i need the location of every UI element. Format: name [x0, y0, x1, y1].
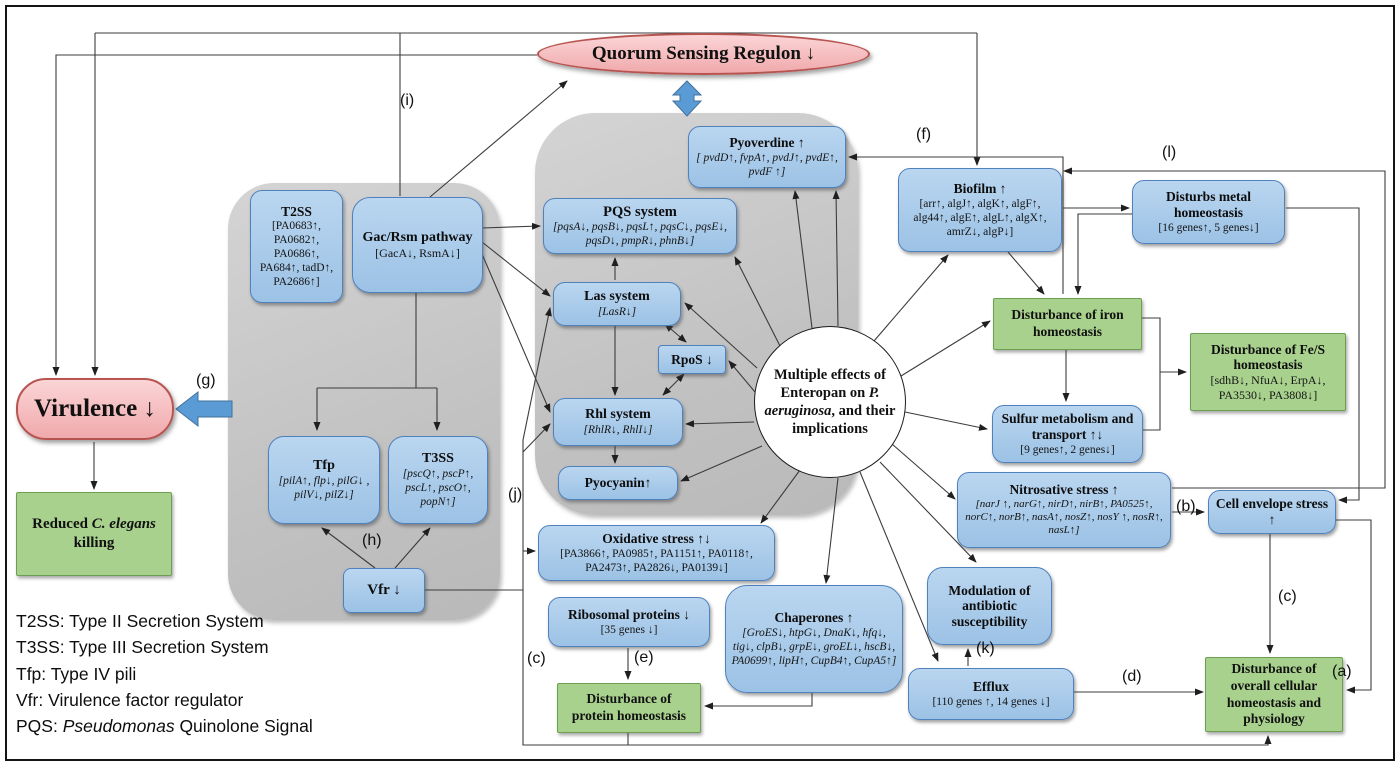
killing-post: killing [73, 535, 115, 551]
oxidative-genes: [PA3866↑, PA0985↑, PA1151↑, PA0118↑, PA2473↑, PA2826↓, PA0139↓] [560, 547, 753, 574]
chaperones-box [725, 585, 903, 693]
gacrsm-genes: [GacA↓, RsmA↓] [375, 245, 460, 260]
abbreviation-legend [16, 608, 313, 739]
overall-homeostasis-box [1205, 657, 1343, 732]
pqs-box [543, 198, 737, 254]
efflux-box [908, 668, 1074, 720]
pyoverdine-box [688, 126, 846, 188]
legend-line-pqs [16, 713, 313, 739]
ribosomal-title: Ribosomal proteins ↓ [567, 607, 690, 623]
legend-pqs-italic: Pseudomonas [62, 716, 175, 736]
ribosomal-genes: [35 genes ↓] [600, 623, 658, 636]
oxidative-title: Oxidative stress ↑↓ [602, 531, 711, 547]
efflux-genes: [110 genes ↑, 14 genes ↓] [932, 695, 1050, 708]
t2ss-box [250, 190, 343, 303]
label-d: (d) [1122, 668, 1142, 685]
arrow-gacrsm-to-pqs [482, 226, 540, 228]
fes-genes: [sdhB↓, NfuA↓, ErpA↓, PA3530↓, PA3808↓] [1210, 372, 1326, 402]
nitrosative-genes: [narJ ↑, narG↑, nirD↑, nirB↑, PA0525↑, norC↑, norB↑, nasA↑, nosZ↑, nosY ↑, nosR↑, nasL↑] [965, 497, 1163, 537]
arrow-biofilm-to-iron [1008, 252, 1044, 294]
biofilm-genes: [arr↑, algJ↑, algK↑, algF↑, alg44↑, algE↑, algL↑, algX↑, amrZ↓, algP↓] [913, 197, 1047, 238]
quorum-sensing-oval [537, 33, 870, 75]
protein-homeostasis-title: Disturbance of protein homeostasis [571, 691, 687, 723]
biofilm-box [898, 168, 1062, 252]
rhl-genes: [RhlR↓, RhlI↓] [583, 424, 653, 437]
rhl-box [553, 398, 683, 446]
killing-pre: Reduced [32, 516, 92, 533]
sulfur-genes: [9 genes↑, 2 genes↓] [1020, 443, 1115, 456]
arrow-metal-to-iron [1078, 214, 1133, 294]
quorum-sensing-label: Quorum Sensing Regulon ↓ [591, 43, 816, 64]
arrow-gacrsm-to-qs [430, 81, 567, 197]
legend-pqs-post: Quinolone Signal [174, 716, 313, 736]
label-c-right: (c) [1278, 588, 1297, 605]
center-text-italic: P. aeruginosa [764, 384, 880, 419]
biofilm-title: Biofilm ↑ [953, 181, 1007, 197]
iron-title: Disturbance of iron homeostasis [1011, 307, 1124, 339]
pqs-title: PQS system [603, 203, 677, 220]
t2ss-genes: [PA0683↑, PA0682↑, PA0686↑, PA684↑, tadD↑, PA2686↑] [259, 220, 334, 289]
arrow-vfr-to-t3ss [395, 528, 430, 568]
arrow-chaperones-to-protein [705, 693, 812, 706]
las-genes: [LasR↓] [597, 306, 637, 319]
tfp-box [268, 436, 380, 524]
t3ss-genes: [pscQ↑, pscP↑, pscL↑, pscO↑, popN↑] [402, 468, 474, 509]
tfp-title: Tfp [313, 457, 335, 473]
center-text-post: , and their implications [792, 403, 896, 438]
nitrosative-box [957, 472, 1171, 548]
ribosomal-box [548, 597, 710, 647]
cell-envelope-title: Cell envelope stress ↑ [1215, 496, 1329, 527]
label-c-left: (c) [527, 650, 546, 667]
pyocyanin-box [558, 466, 678, 500]
chaperones-genes: [GroES↓, htpG↓, DnaK↓, hfq↓, tig↓, clpB↓, grpE↓, groEL↓, hscB↓, PA0699↑, lipH↑, CupB4↑, CupA5↑] [731, 626, 897, 667]
sulfur-title: Sulfur metabolism and transport ↑↓ [1001, 411, 1134, 442]
iron-box [993, 298, 1142, 350]
arrow-vfr-to-rhl [523, 424, 550, 452]
arrow-to-fes [1142, 318, 1186, 372]
label-e: (e) [634, 649, 654, 666]
cell-envelope-box [1208, 490, 1336, 534]
pyoverdine-genes: [ pvdD↑, fvpA↑, pvdJ↑, pvdE↑, pvdF ↑] [696, 151, 838, 178]
metal-box [1132, 180, 1285, 244]
rpos-title: RpoS ↓ [671, 351, 713, 367]
protein-homeostasis-box [557, 683, 701, 733]
t3ss-box [388, 436, 488, 524]
pyoverdine-title: Pyoverdine ↑ [729, 135, 805, 151]
vfr-title: Vfr ↓ [367, 581, 401, 598]
virulence-label: Virulence ↓ [34, 395, 156, 422]
pyocyanin-title: Pyocyanin↑ [584, 475, 652, 491]
label-g: (g) [196, 372, 216, 389]
thick-double-arrow-qs [673, 81, 701, 116]
chaperones-title: Chaperones ↑ [774, 610, 854, 626]
label-l: (l) [1162, 144, 1177, 161]
fes-box [1190, 333, 1346, 411]
center-text-pre: Multiple effects of Enteropan on [774, 366, 886, 401]
arrow-gacrsm-to-las [482, 242, 550, 296]
nitrosative-title: Nitrosative stress ↑ [1009, 482, 1119, 498]
label-k: (k) [976, 640, 995, 657]
arrow-rpos-rhl [663, 374, 684, 395]
legend-line-t3ss: T3SS: Type III Secretion System [16, 637, 269, 658]
metal-title: Disturbs metal homeostasis [1165, 189, 1252, 220]
thick-arrow-g-to-virulence [176, 392, 232, 426]
label-b: (b) [1176, 498, 1196, 515]
gacrsm-box [352, 197, 483, 293]
central-effects-circle [754, 326, 906, 478]
virulence-oval [16, 378, 174, 440]
label-h: (h) [362, 532, 382, 549]
rpos-box [658, 345, 726, 374]
legend-line-tfp: Tfp: Type IV pili [16, 663, 137, 684]
modulation-title: Modulation of antibiotic susceptibility [948, 582, 1031, 629]
rhl-title: Rhl system [585, 406, 651, 422]
label-f: (f) [916, 126, 932, 143]
killing-italic: C. elegans [91, 516, 156, 533]
efflux-title: Efflux [972, 679, 1009, 695]
gacrsm-title: Gac/Rsm pathway [362, 229, 473, 245]
fes-title: Disturbance of Fe/S homeostasis [1211, 341, 1325, 373]
label-j: (j) [508, 486, 523, 503]
metal-genes: [16 genes↑, 5 genes↓] [1158, 221, 1259, 234]
arrow-vfr-to-las [523, 308, 550, 440]
killing-box [16, 492, 172, 576]
legend-pqs-pre: PQS: [16, 716, 63, 736]
modulation-box [927, 567, 1052, 645]
legend-line-vfr: Vfr: Virulence factor regulator [16, 689, 244, 710]
pqs-genes: [pqsA↓, pqsB↓, pqsL↑, pqsC↓, pqsE↓, pqsD↓, pmpR↓, phnB↓] [552, 221, 728, 248]
sulfur-box [992, 405, 1143, 463]
arrow-gacrsm-to-rhl [482, 254, 550, 412]
arrow-las-rpos [665, 324, 686, 342]
las-title: Las system [584, 288, 650, 304]
oxidative-box [538, 525, 775, 581]
tfp-genes: [pilA↑, flp↓, pilG↓ , pilV↓, pilZ↓] [278, 475, 370, 502]
legend-line-t2ss: T2SS: Type II Secretion System [16, 611, 264, 631]
overall-homeostasis-title: Disturbance of overall cellular homeostasis and physiology [1226, 660, 1322, 727]
t2ss-title: T2SS [281, 203, 312, 219]
label-a: (a) [1332, 663, 1352, 680]
t3ss-title: T3SS [422, 450, 454, 466]
vfr-box [343, 568, 425, 613]
label-i: (i) [400, 92, 415, 109]
las-box [553, 282, 681, 326]
